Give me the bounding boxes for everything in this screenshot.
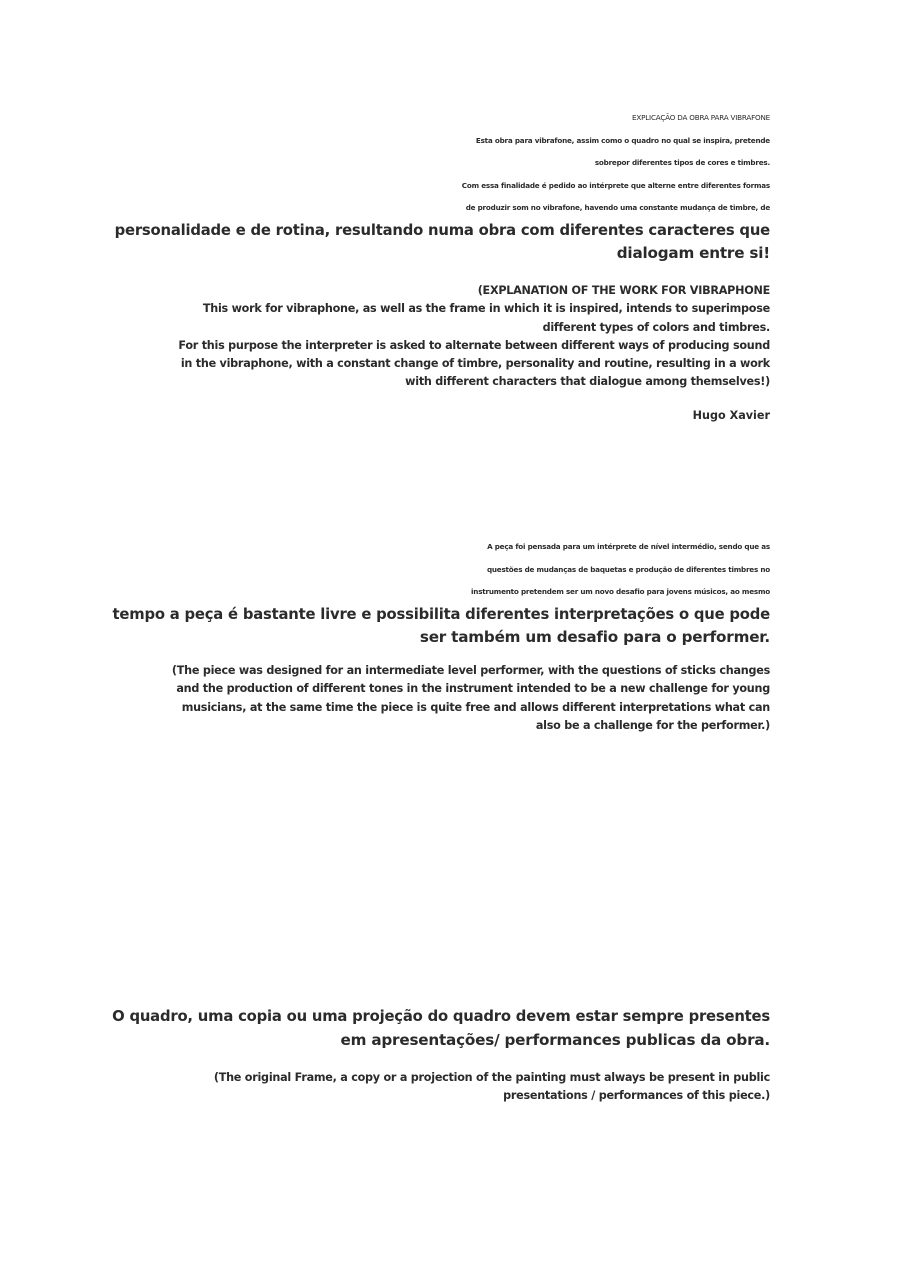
text-line: dialogam entre si!	[616, 244, 770, 262]
text-line: For this purpose the interpreter is asked to alternate between different ways of producing sound	[178, 338, 770, 352]
text-line: tempo a peça é bastante livre e possibilita diferentes interpretações o que pode	[112, 605, 770, 623]
section2-portuguese	[113, 536, 770, 649]
text-line: presentations / performances of this piece.)	[503, 1089, 770, 1103]
text-line: This work for vibraphone, as well as the frame in which it is inspired, intends to superimpose	[202, 302, 770, 316]
text-line: and the production of different tones in the instrument intended to be a new challenge for young	[176, 682, 770, 696]
text-line: instrumento pretendem ser um novo desafio para jovens músicos, ao mesmo	[471, 587, 770, 596]
section1-portuguese	[115, 107, 770, 265]
text-line: musicians, at the same time the piece is quite free and allows different interpretations what can	[181, 700, 770, 714]
section2-english	[172, 662, 770, 735]
text-line: A peça foi pensada para um intérprete de nível intermédio, sendo que as	[487, 542, 770, 551]
section1-title: EXPLICAÇÃO DA OBRA PARA VIBRAFONE	[632, 113, 770, 122]
text-line: de produzir som no vibrafone, havendo uma constante mudança de timbre, de	[465, 203, 770, 212]
text-line: with different characters that dialogue among themselves!)	[405, 375, 770, 389]
text-line: personalidade e de rotina, resultando numa obra com diferentes caracteres que	[114, 221, 770, 239]
text-line: Com essa finalidade é pedido ao intérprete que alterne entre diferentes formas	[461, 180, 770, 190]
text-line: Esta obra para vibrafone, assim como o quadro no qual se inspira, pretende	[475, 135, 770, 145]
text-line: sobrepor diferentes tipos de cores e timbres.	[594, 158, 770, 167]
section1-english	[178, 282, 770, 392]
text-line: (The original Frame, a copy or a projection of the painting must always be present in public	[213, 1071, 770, 1084]
text-line: in the vibraphone, with a constant change of timbre, personality and routine, resulting in a work	[180, 357, 770, 371]
section3-english	[214, 1069, 770, 1106]
text-line: em apresentações/ performances publicas da obra.	[340, 1030, 770, 1049]
author-signature: Hugo Xavier	[692, 409, 770, 422]
text-line: ser também um desafio para o performer.	[419, 628, 770, 646]
text-line: (The piece was designed for an intermediate level performer, with the questions of sticks changes	[171, 664, 770, 677]
text-line: (EXPLANATION OF THE WORK FOR VIBRAPHONE	[477, 284, 770, 297]
text-line: questões de mudanças de baquetas e produção de diferentes timbres no	[486, 564, 770, 574]
section3-portuguese	[112, 1006, 770, 1051]
text-line: different types of colors and timbres.	[542, 320, 770, 334]
text-line: O quadro, uma copia ou uma projeção do quadro devem estar sempre presentes	[112, 1008, 770, 1025]
text-line: also be a challenge for the performer.)	[535, 718, 770, 732]
